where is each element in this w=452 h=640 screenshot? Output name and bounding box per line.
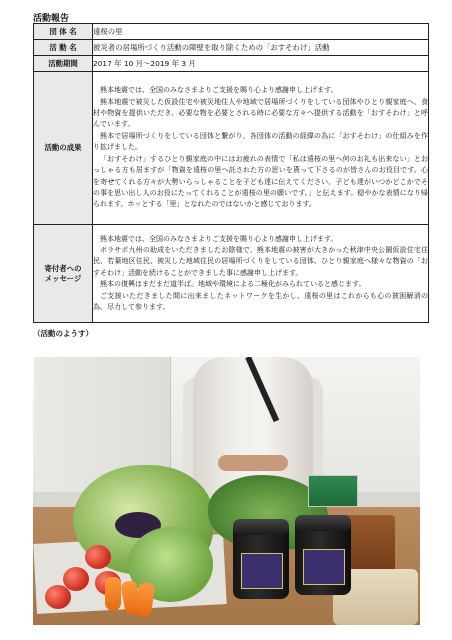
report-table — [33, 23, 429, 323]
photo-jar — [233, 519, 289, 599]
donor-body — [93, 225, 429, 323]
results-paragraph: 熊本地震で被災した仮設住宅や被災地住人や地域で居場所づくりをしている団体やひとり親家庭へ、食材や物資を提供いただき、必要な物を必要とされる時に必要な方々へ提供する活動を「おすそわけ」と呼んでいます。 — [93, 97, 428, 129]
row-donor-message — [34, 225, 429, 323]
photo-caption: （活動のようす） — [33, 329, 93, 338]
period-value: 2017 年 10 月～2019 年 3 月 — [93, 56, 429, 72]
activity-value: 被災者の居場所づくり活動の障壁を取り除くための「おすそわけ」活動 — [93, 40, 429, 56]
photo-tomato — [45, 585, 71, 609]
donor-label-line-2: メッセージ — [44, 273, 82, 283]
org-label: 団 体 名 — [34, 24, 93, 40]
donor-label-line-1: 寄付者への — [44, 263, 82, 273]
activity-photo — [33, 357, 420, 625]
row-results — [34, 72, 429, 225]
photo-tomato — [85, 545, 111, 569]
photo-green-box — [308, 475, 358, 507]
donor-paragraph: 熊本地震では、全国のみなさまよりご支援を賜り心より感謝申し上げます。 — [100, 234, 338, 243]
report-heading: 活動報告 — [33, 14, 70, 24]
org-value: 遠桜の里 — [93, 24, 429, 40]
photo-jar — [295, 515, 351, 595]
period-label: 活動期間 — [34, 56, 93, 72]
results-body — [93, 72, 429, 225]
donor-paragraph: ボラサポ九州の助成をいただきましたお陰様で、熊本地震の被害が大きかった秋津中央公園仮設住宅住民、若葉地区住民、被災した地域住民の居場所づくりをしている団体、ひとり親家庭へ様々な物資の「おすそわけ」活動を続けることができました事に感謝申し上げます。 — [93, 245, 428, 277]
row-organization — [34, 24, 429, 40]
donor-paragraph: 熊本の復興はまだまだ道半ば。地域や環境による二極化がみられていると感じます。 — [100, 280, 366, 289]
results-paragraph: 熊本で居場所づくりをしている団体と繋がり、各団体の活動の経緯の為に「おすそわけ」の仕組みを作り拡げました。 — [93, 131, 428, 152]
results-label: 活動の成果 — [34, 72, 93, 225]
photo-person-hands — [218, 455, 288, 471]
results-paragraph: 「おすそわけ」するひとり親家庭の中にはお疲れの表情で「私は遠桜の里へ何のお礼も出来ない」とおっしゃる方も居ますが「物資を遠桜の里へ託された方の思いを貰って下さるのが皆さんのお役目です。心を寄せてくれる方々が大勢いらっしゃることを子ども達に伝えてください。子ども達がいつかどこかでその事を思い出し人のお役にたってくれることが遠桜の里の願いです。」と伝えます。穏やかな表情になり帰られます。ホッとする「里」となれたのではないかと感じております。 — [93, 154, 428, 209]
activity-label: 活 動 名 — [34, 40, 93, 56]
photo-carrot — [105, 577, 121, 611]
donor-label — [34, 225, 93, 323]
row-period — [34, 56, 429, 72]
results-paragraph: 熊本地震では、全国のみなさまよりご支援を賜り心より感謝申し上げます。 — [100, 86, 338, 95]
donor-paragraph: ご支援いただきました間に出来ましたネットワークを生かし、遠桜の里はこれからも心の貧困解消の為、尽力して参ります。 — [93, 291, 428, 312]
row-activity — [34, 40, 429, 56]
